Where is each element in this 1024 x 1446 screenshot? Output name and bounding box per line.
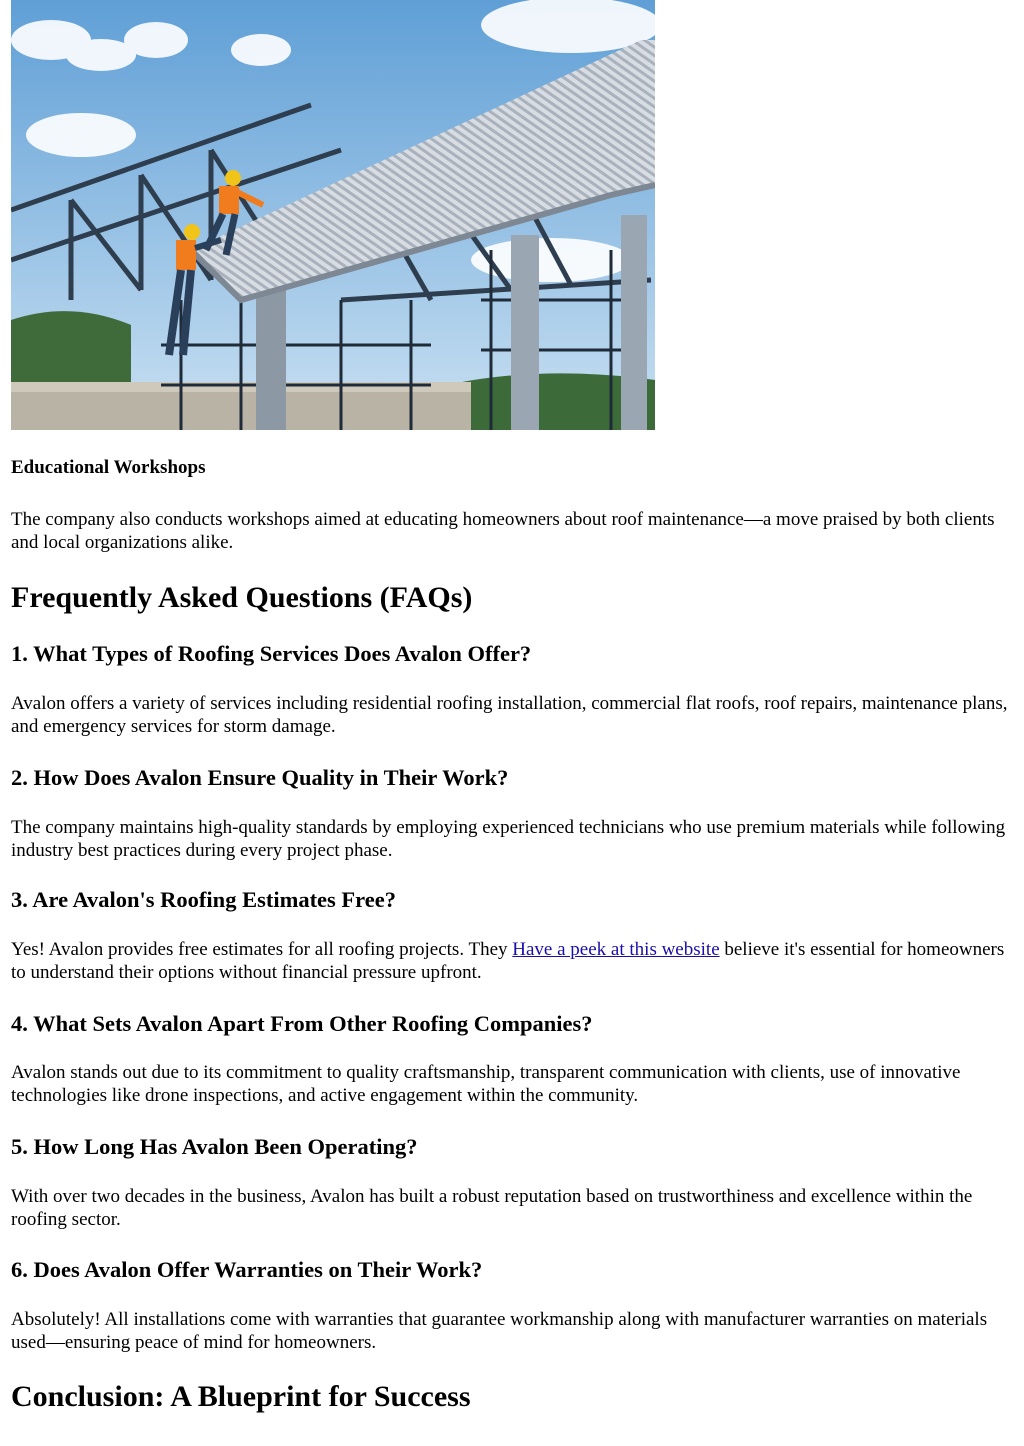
faq-heading: Frequently Asked Questions (FAQs): [11, 581, 473, 614]
website-link[interactable]: Have a peek at this website: [512, 939, 720, 960]
roofing-construction-photo: [11, 0, 655, 430]
faq-answer-6: Absolutely! All installations come with warranties that guarantee workmanship along with manufacturer warranties on materials used—ensuring peace of mind for homeowners.: [11, 1309, 988, 1353]
faq-answer-5: With over two decades in the business, Avalon has built a robust reputation based on trustworthiness and excellence within the roofing sector.: [11, 1186, 973, 1230]
conclusion-heading: Conclusion: A Blueprint for Success: [11, 1380, 471, 1413]
faq-answer-3-text-after: believe it's essential for homeowners to understand their options without financial pressure upfront.: [11, 939, 1005, 983]
workshops-heading: Educational Workshops: [11, 457, 206, 478]
faq-answer-4: Avalon stands out due to its commitment to quality craftsmanship, transparent communication with clients, use of innovative technologies like drone inspections, and active engagement within the community.: [11, 1062, 961, 1106]
faq-answer-3-text-before: Yes! Avalon provides free estimates for all roofing projects. They: [11, 939, 513, 960]
faq-answer-3: [11, 938, 1011, 984]
faq-question-1: 1. What Types of Roofing Services Does Avalon Offer?: [11, 641, 532, 666]
faq-question-2: 2. How Does Avalon Ensure Quality in Their Work?: [11, 765, 509, 790]
workshops-paragraph: The company also conducts workshops aimed at educating homeowners about roof maintenance—a move praised by both clients and local organizations alike.: [11, 509, 995, 553]
faq-question-3: 3. Are Avalon's Roofing Estimates Free?: [11, 887, 396, 912]
faq-question-6: 6. Does Avalon Offer Warranties on Their Work?: [11, 1257, 483, 1282]
faq-answer-1: Avalon offers a variety of services including residential roofing installation, commercial flat roofs, roof repairs, maintenance plans, and emergency services for storm damage.: [11, 693, 1008, 737]
faq-question-5: 5. How Long Has Avalon Been Operating?: [11, 1134, 418, 1159]
faq-question-4: 4. What Sets Avalon Apart From Other Roofing Companies?: [11, 1011, 593, 1036]
faq-answer-2: The company maintains high-quality standards by employing experienced technicians who use premium materials while following industry best practices during every project phase.: [11, 817, 1006, 861]
